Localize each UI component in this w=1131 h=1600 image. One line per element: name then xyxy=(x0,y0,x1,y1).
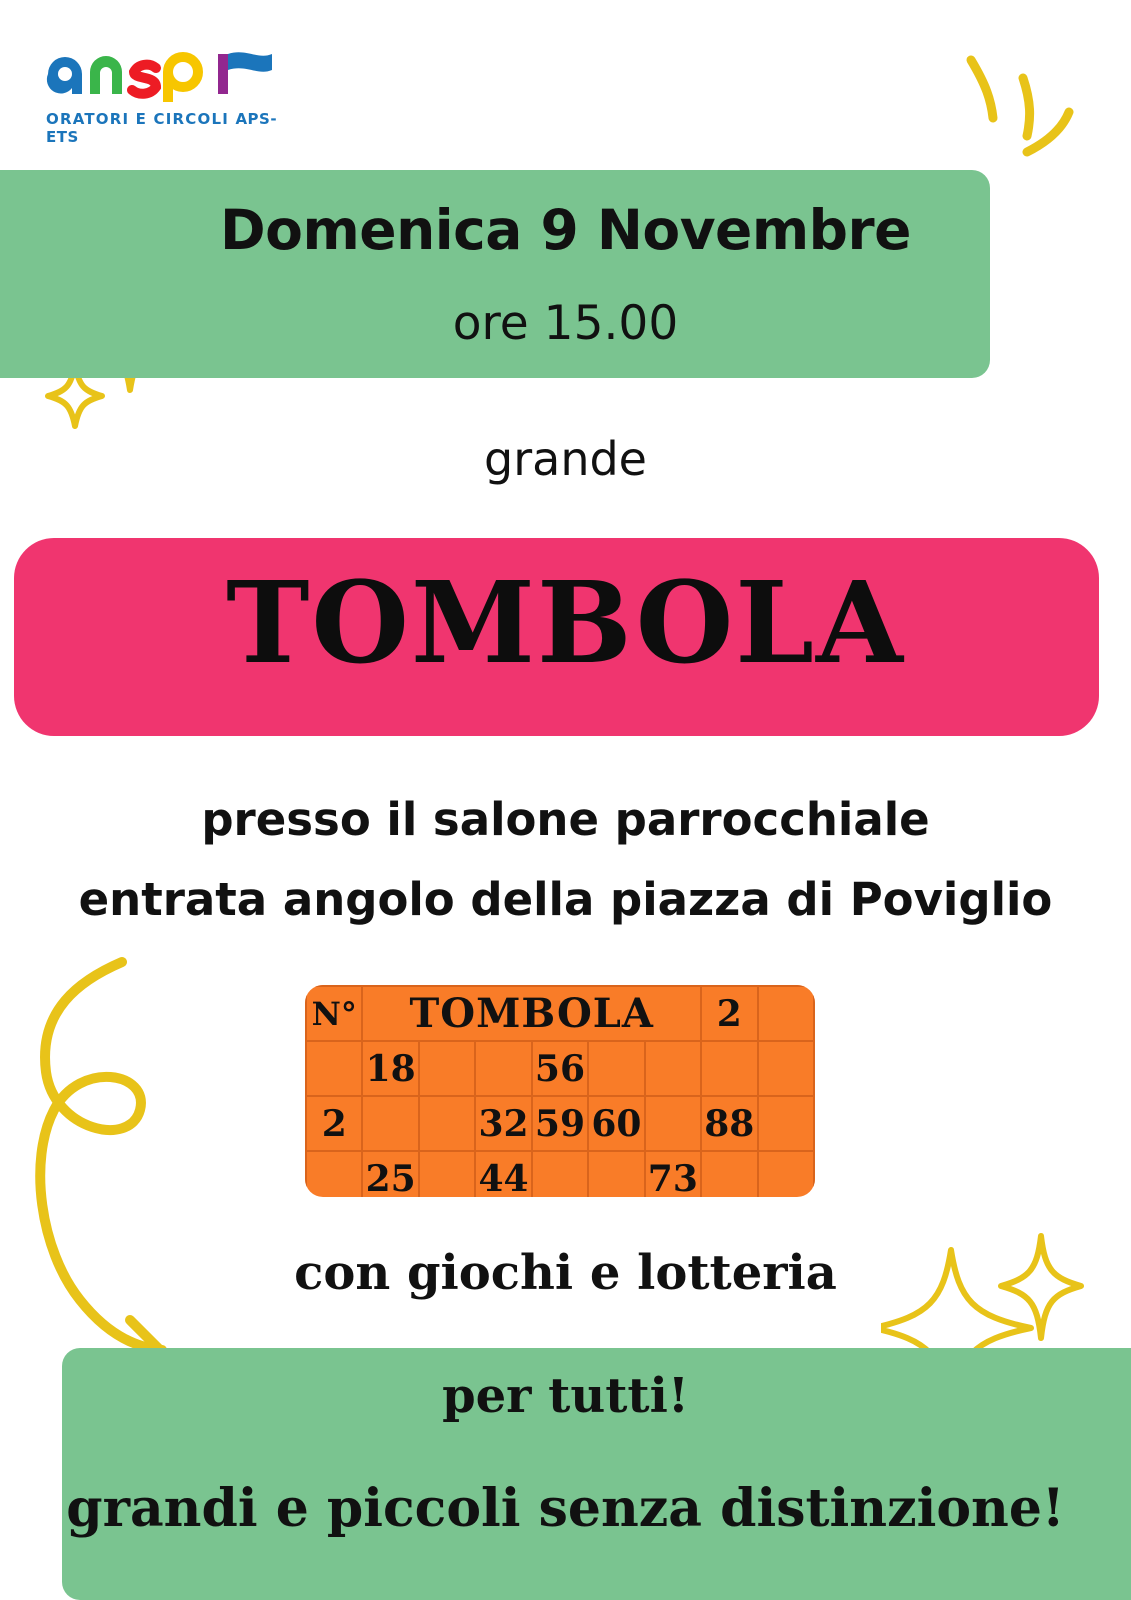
bingo-cell xyxy=(701,1151,757,1197)
bingo-card-header-row xyxy=(306,986,814,1041)
venue-line-2: entrata angolo della piazza di Poviglio xyxy=(78,873,1053,926)
bingo-card-row xyxy=(306,1041,814,1096)
event-time: ore 15.00 xyxy=(452,296,679,351)
grande-label: grande xyxy=(484,432,647,486)
bingo-cell: 44 xyxy=(475,1151,531,1197)
bingo-cell xyxy=(645,1041,701,1096)
bingo-card-header-label: N° xyxy=(306,986,362,1041)
bingo-cell xyxy=(758,1151,815,1197)
bingo-cell: 25 xyxy=(362,1151,418,1197)
bingo-cell xyxy=(645,1096,701,1151)
for-all-line-2: grandi e piccoli senza distinzione! xyxy=(66,1478,1065,1539)
bingo-card-header-blank xyxy=(758,986,815,1041)
bingo-cell xyxy=(475,1041,531,1096)
bingo-cell: 18 xyxy=(362,1041,418,1096)
bingo-cell xyxy=(701,1041,757,1096)
bingo-card-header-value: 2 xyxy=(701,986,757,1041)
bingo-cell xyxy=(588,1151,644,1197)
bingo-cell xyxy=(419,1096,475,1151)
bingo-cell: 59 xyxy=(532,1096,588,1151)
bingo-cell xyxy=(758,1041,815,1096)
bingo-cell: 73 xyxy=(645,1151,701,1197)
event-date: Domenica 9 Novembre xyxy=(220,198,911,262)
anspi-logo-subtitle xyxy=(46,110,300,146)
for-all-line-1: per tutti! xyxy=(442,1368,689,1424)
bingo-cell: 32 xyxy=(475,1096,531,1151)
bingo-card-row xyxy=(306,1096,814,1151)
bingo-cell xyxy=(362,1096,418,1151)
bingo-cell: 2 xyxy=(306,1096,362,1151)
bingo-cell xyxy=(588,1041,644,1096)
bingo-cell: 56 xyxy=(532,1041,588,1096)
games-line: con giochi e lotteria xyxy=(294,1245,837,1301)
bingo-cell: 60 xyxy=(588,1096,644,1151)
poster-title: TOMBOLA xyxy=(226,558,905,689)
bingo-cell xyxy=(419,1151,475,1197)
bingo-cell xyxy=(306,1041,362,1096)
logo-subtitle-main: ORATORI E CIRCOLI xyxy=(46,110,229,128)
curly-arrow-icon xyxy=(10,950,220,1380)
bingo-cell: 88 xyxy=(701,1096,757,1151)
anspi-logo xyxy=(40,40,300,146)
venue-line-1: presso il salone parrocchiale xyxy=(201,793,930,846)
bingo-card xyxy=(305,985,815,1197)
bingo-cell xyxy=(306,1151,362,1197)
bingo-card-table xyxy=(305,985,815,1197)
bingo-card-row xyxy=(306,1151,814,1197)
bingo-card-header-title: TOMBOLA xyxy=(362,986,701,1041)
bingo-cell xyxy=(532,1151,588,1197)
bingo-cell xyxy=(758,1096,815,1151)
bingo-cell xyxy=(419,1041,475,1096)
logo-subtitle-suffix: APS-ETS xyxy=(46,110,278,146)
anspi-logo-wordmark xyxy=(40,40,280,102)
